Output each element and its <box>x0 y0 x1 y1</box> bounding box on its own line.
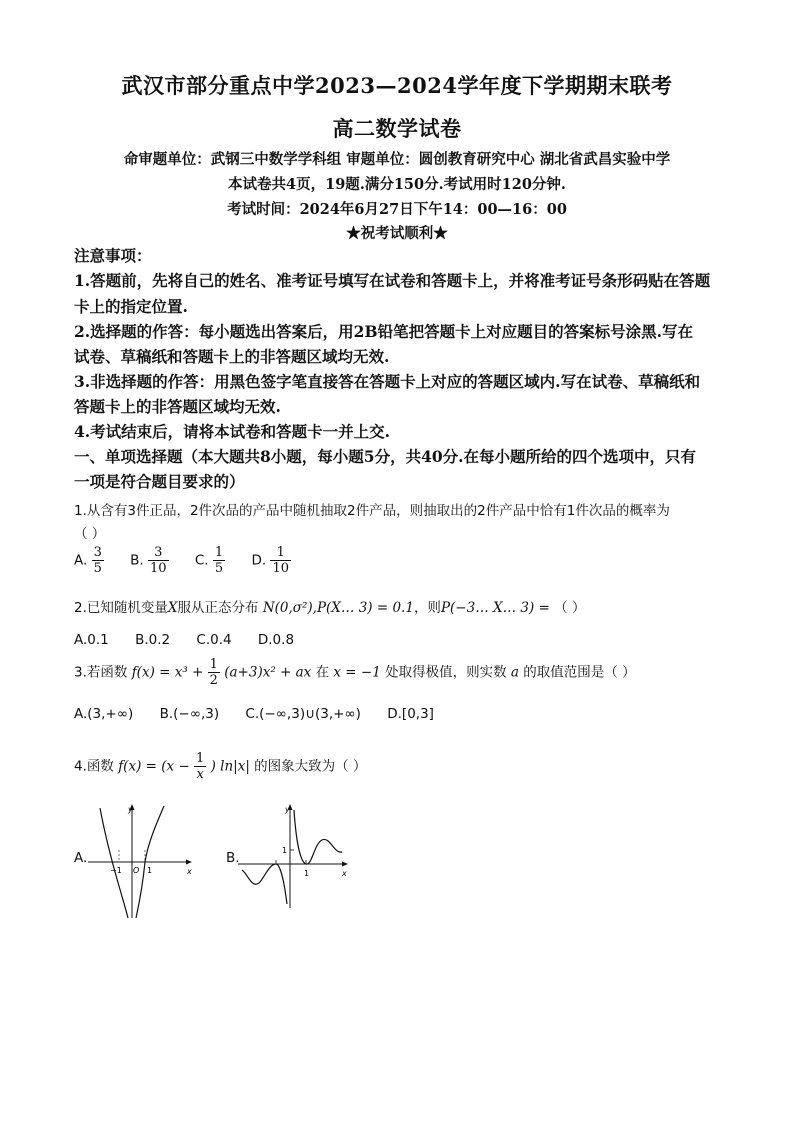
q1-option-c-fraction <box>213 545 225 576</box>
q3-after: 处取得极值，则实数 <box>385 664 507 681</box>
exam-title: 武汉市部分重点中学2023—2024学年度下学期期末联考 <box>121 73 673 98</box>
q4-option-a-label: A. <box>74 850 88 866</box>
q4-prefix: 4.函数 <box>74 758 114 775</box>
q2-distribution: N(0,σ²),P(X… 3) = 0.1 <box>262 600 414 616</box>
y-one-label: 1 <box>282 846 288 855</box>
q1-option-b-fraction <box>148 545 169 576</box>
q3-function-right: (a+3)x² + ax <box>224 664 312 681</box>
q1-option-b-denominator: 10 <box>150 561 167 576</box>
origin-label: O <box>133 866 140 875</box>
q1-option-b <box>130 545 168 576</box>
q2-ask: P(−3… X… 3) <box>440 600 535 616</box>
curve-left-branch <box>242 864 287 904</box>
y-axis-label: y <box>285 805 290 814</box>
notice-item-4: 4.考试结束后，请将本试卷和答题卡一并上交. <box>74 422 391 441</box>
q3-fraction <box>208 657 220 688</box>
q3-prefix: 3.若函数 <box>74 664 128 681</box>
neg-one-label: −1 <box>110 866 122 875</box>
curve-right-branch <box>294 810 342 864</box>
section-1-heading-line-2: 一项是符合题目要求的） <box>74 472 245 491</box>
x-axis-arrow-icon <box>342 862 348 867</box>
q2-tail: = （ ） <box>538 600 586 616</box>
q1-option-b-numerator: 3 <box>148 545 169 561</box>
q2-option-d: D.0.8 <box>257 632 295 648</box>
q4-function-left: f(x) = (x − <box>118 758 190 775</box>
q2-option-a: A.0.1 <box>74 632 109 648</box>
q4-option-a-graph <box>88 800 198 920</box>
q3-option-c: C.(−∞,3)∪(3,+∞) <box>245 706 361 722</box>
q4-function-right: ) ln|x| <box>210 758 250 775</box>
q2-stem <box>74 596 585 616</box>
q3-option-b: B.(−∞,3) <box>159 706 220 722</box>
notice-heading: 注意事项： <box>74 246 152 265</box>
section-1-heading-line-1: 一、单项选择题（本大题共8小题，每小题5分，共40分.在每小题所给的四个选项中，只有 <box>74 447 697 466</box>
curve-left-branch <box>100 808 128 918</box>
notice-item-1-line-1: 1.答题前，先将自己的姓名、准考证号填写在试卷和答题卡上，并将准考证号条形码贴在答题 <box>74 271 711 290</box>
q1-option-a-label: A. <box>74 552 88 569</box>
q2-prefix: 2.已知随机变量 <box>74 600 168 616</box>
exam-time: 考试时间：2024年6月27日下午14：00—16：00 <box>227 201 567 218</box>
notice-item-3-line-2: 答题卡上的非答题区域均无效. <box>74 397 281 416</box>
q4-option-b-label: B. <box>226 850 240 866</box>
good-luck-wish: ★祝考试顺利★ <box>346 225 448 242</box>
q2-variable: X <box>167 600 178 616</box>
q1-option-a-fraction <box>92 545 104 576</box>
q4-fraction <box>194 751 206 782</box>
q1-option-d-denominator: 10 <box>272 561 289 576</box>
q2-option-b: B.0.2 <box>135 632 171 648</box>
q2-then: ，则 <box>413 600 441 616</box>
q4-option-b-graph <box>238 800 354 910</box>
q3-fraction-numerator: 1 <box>209 657 218 672</box>
q3-option-d: D.[0,3] <box>387 706 434 722</box>
one-label: 1 <box>147 866 153 875</box>
x-axis-label: x <box>342 869 347 878</box>
y-axis-label: y <box>128 805 133 814</box>
q1-option-d <box>251 545 291 576</box>
q4-fraction-numerator: 1 <box>196 751 205 766</box>
one-label: 1 <box>304 869 310 878</box>
q3-options <box>74 706 456 722</box>
q1-option-a-numerator: 3 <box>93 545 102 560</box>
q3-point: x = −1 <box>333 664 381 681</box>
q1-option-c-label: C. <box>194 552 209 569</box>
q1-option-c-denominator: 5 <box>214 561 224 576</box>
q2-options <box>74 632 316 648</box>
q3-fraction-denominator: 2 <box>209 673 218 688</box>
notice-item-1-line-2: 卡上的指定位置. <box>74 297 188 316</box>
q2-mid: 服从正态分布 <box>177 600 259 616</box>
q1-options <box>74 545 313 576</box>
notice-item-2-line-1: 2.选择题的作答：每小题选出答案后，用2B铅笔把答题卡上对应题目的答案标号涂黑.写在 <box>74 322 693 341</box>
q4-tail: 的图象大致为（ ） <box>254 758 367 775</box>
q3-mid: 在 <box>315 664 330 681</box>
q2-option-c: C.0.4 <box>196 632 232 648</box>
q3-parameter: a <box>510 664 519 681</box>
exam-subtitle: 高二数学试卷 <box>332 116 462 141</box>
q1-option-d-numerator: 1 <box>270 545 291 561</box>
q3-function-left: f(x) = x³ + <box>131 664 204 681</box>
q4-stem <box>74 751 366 782</box>
exam-units: 命审题单位：武钢三中数学学科组 审题单位：圆创教育研究中心 湖北省武昌实验中学 <box>123 151 671 168</box>
q1-stem-line-1: 1.从含有3件正品，2件次品的产品中随机抽取2件产品，则抽取出的2件产品中恰有1件次品的概率为 <box>74 503 670 519</box>
q1-option-d-label: D. <box>251 552 267 569</box>
q1-option-c-numerator: 1 <box>214 545 224 560</box>
q3-option-a: A.(3,+∞) <box>74 706 134 722</box>
q1-option-d-fraction <box>270 545 291 576</box>
paper-info: 本试卷共4页，19题.满分150分.考试用时120分钟. <box>228 176 566 193</box>
x-axis-arrow-icon <box>186 860 192 865</box>
q1-option-b-label: B. <box>130 552 144 569</box>
q1-option-c <box>195 545 225 576</box>
q4-fraction-denominator: x <box>196 767 204 782</box>
x-axis-label: x <box>187 867 192 876</box>
notice-item-2-line-2: 试卷、草稿纸和答题卡上的非答题区域均无效. <box>74 347 390 366</box>
q1-option-a <box>74 545 104 576</box>
q3-tail: 的取值范围是（ ） <box>523 664 636 681</box>
q1-option-a-denominator: 5 <box>93 561 102 576</box>
q1-stem-line-2: （ ） <box>74 526 106 542</box>
q3-stem <box>74 657 636 688</box>
notice-item-3-line-1: 3.非选择题的作答：用黑色签字笔直接答在答题卡上对应的答题区域内.写在试卷、草稿纸和 <box>74 372 701 391</box>
